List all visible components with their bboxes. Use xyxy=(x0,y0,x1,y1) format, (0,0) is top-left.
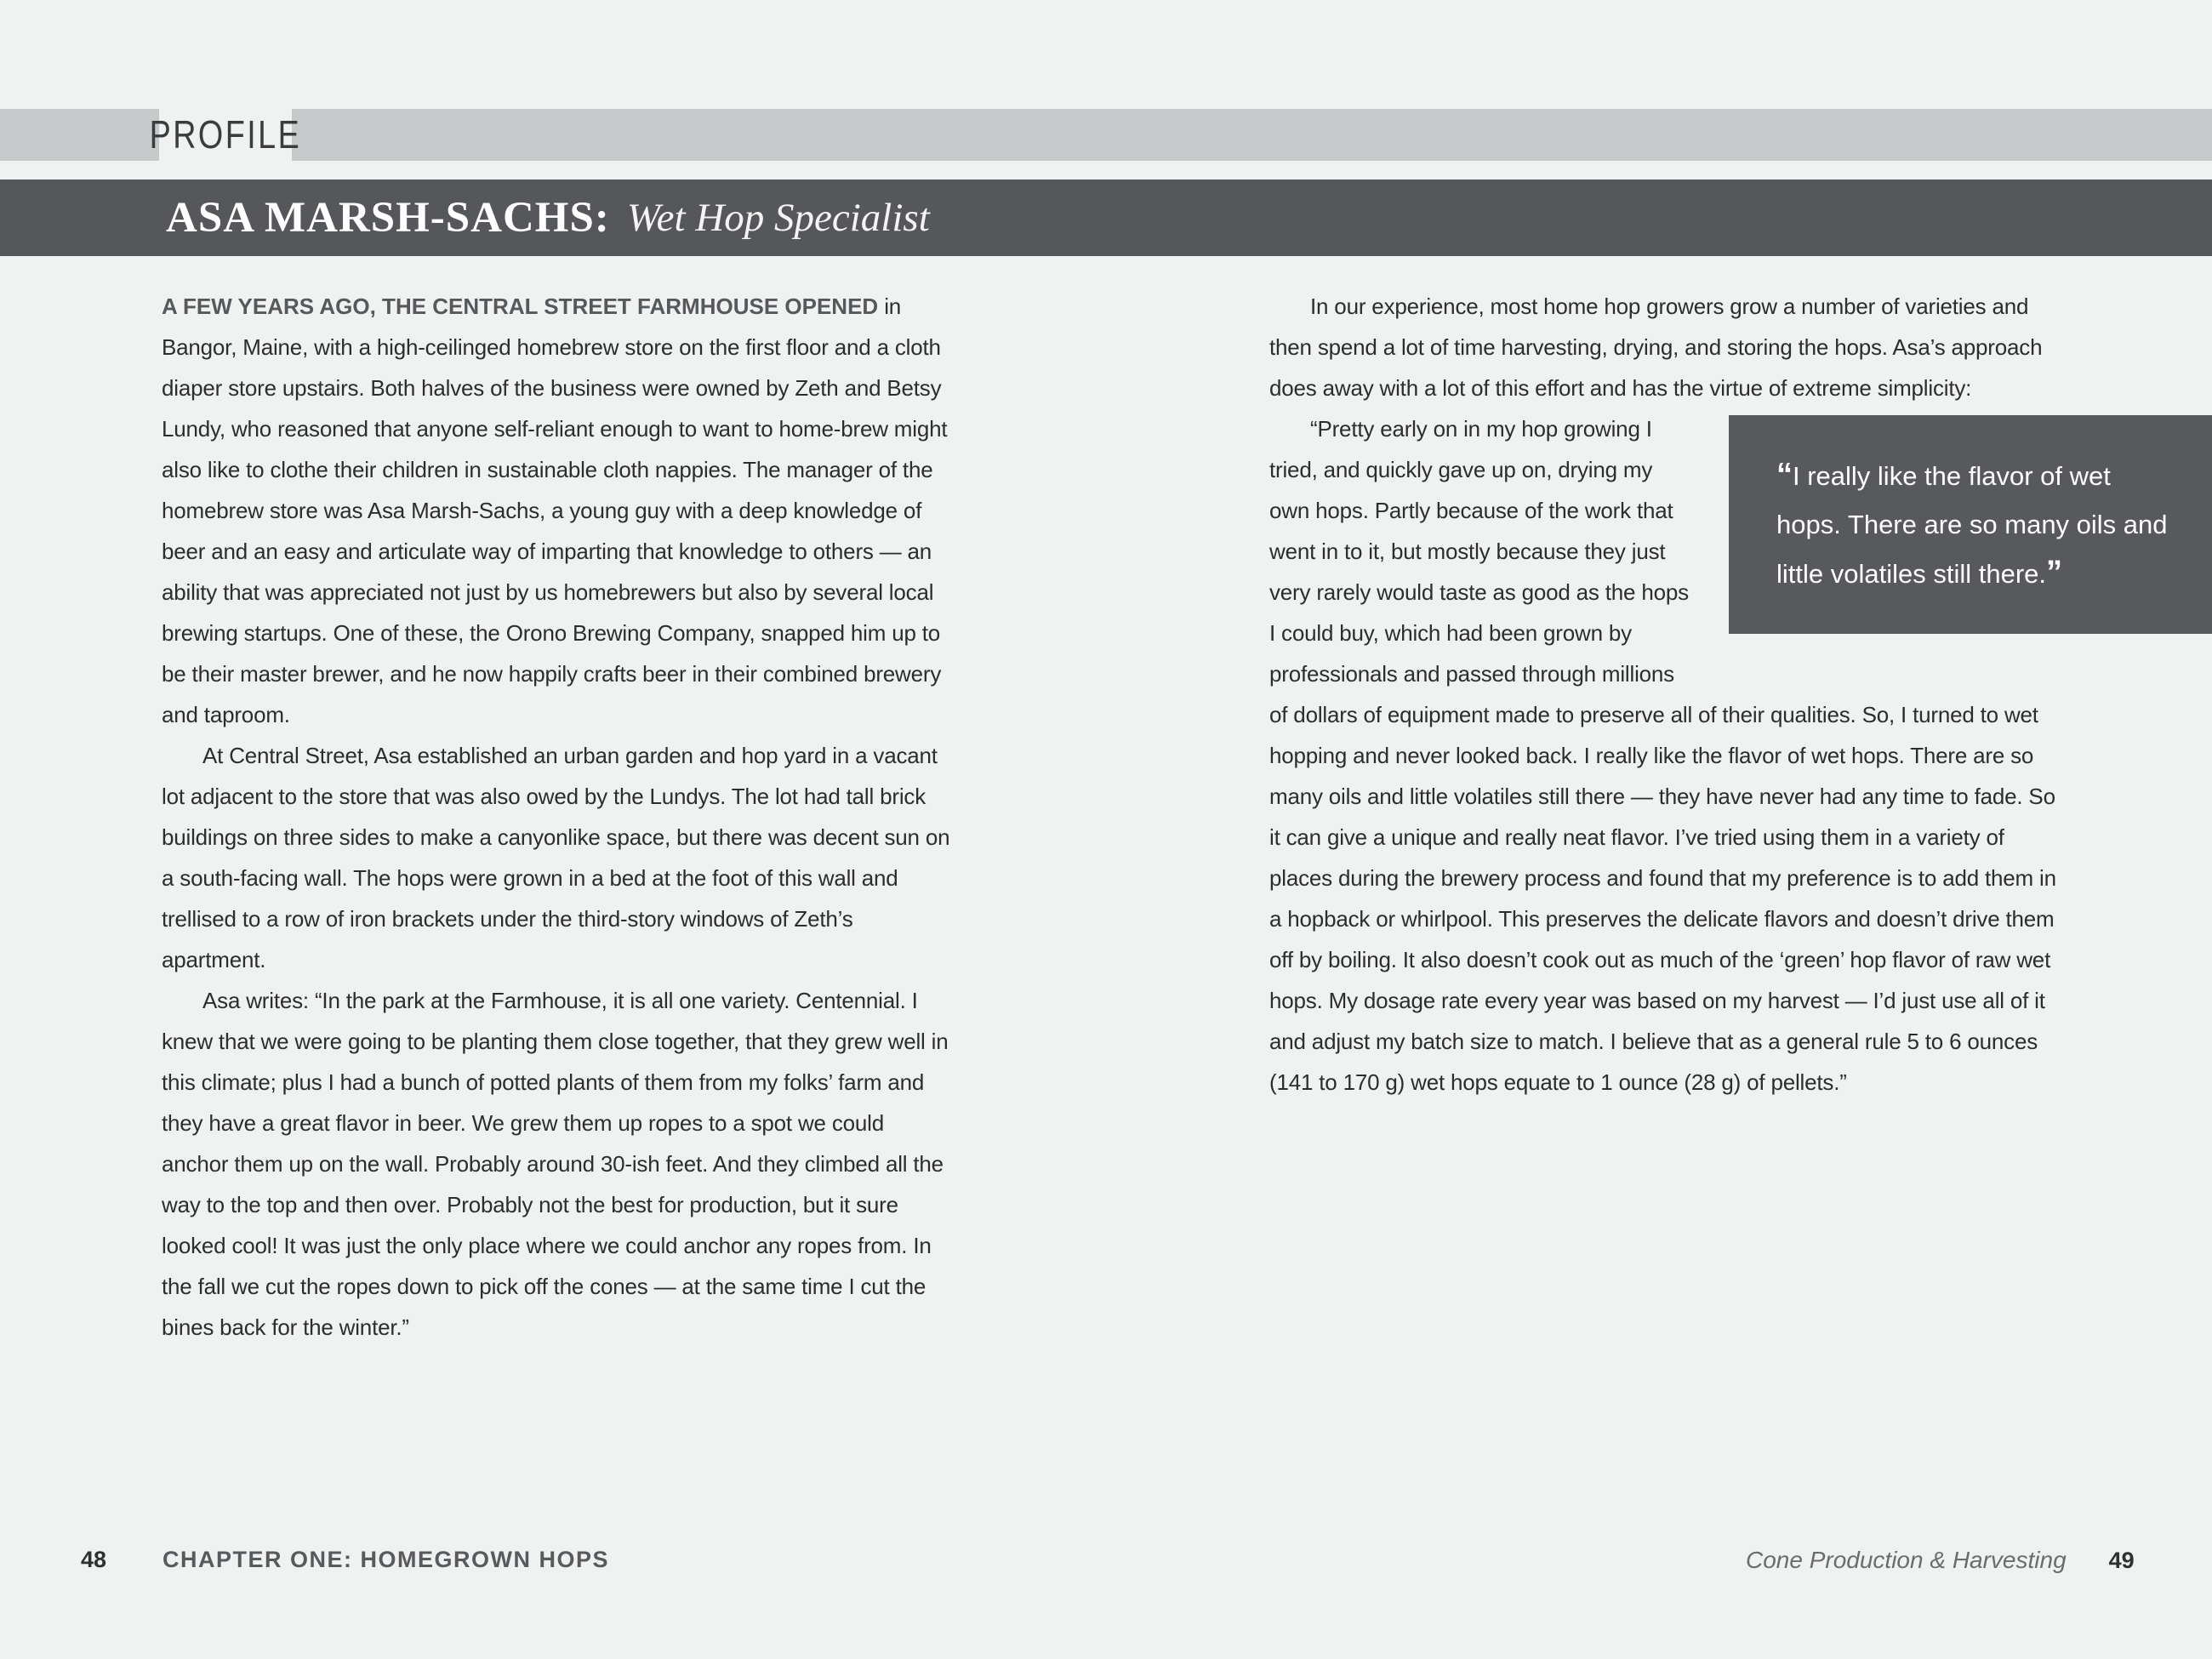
kicker-strip-bar xyxy=(0,109,2212,161)
kicker-label-box xyxy=(149,99,302,170)
profile-title-bar xyxy=(0,180,2212,256)
paragraph: At Central Street, Asa established an urban garden and hop yard in a vacant lot adjacent to the store that was also owed by the Lundys. The lot had tall brick buildings on three sides to make a canyonlike space, but there was decent sun on a south-facing wall. The hops were grown in a bed at the foot of this wall and trellised to a row of iron brackets under the third-story windows of Zeth’s apartment. xyxy=(162,743,950,972)
pull-quote-box xyxy=(1729,415,2212,634)
lead-in-text: A FEW YEARS AGO, THE CENTRAL STREET FARMHOUSE OPENED xyxy=(162,294,879,319)
paragraph: Asa writes: “In the park at the Farmhouse, it is all one variety. Centennial. I knew that we were going to be planting them close together, that they grew well in this climate; plus I had a bunch of potted plants of them from my folks’ farm and they have a great flavor in beer. We grew them up ropes to a spot we could anchor them up on the wall. Probably around 30-ish feet. And they climbed all the way to the top and then over. Probably not the best for production, but it sure looked cool! It was just the only place where we could anchor any ropes from. In the fall we cut the ropes down to pick off the cones — at the same time I cut the bines back for the winter.” xyxy=(162,988,949,1340)
paragraph: In our experience, most home hop growers grow a number of varieties and then spend a lot of time harvesting, drying, and storing the hops. Asa’s approach does away with a lot of this effort and has the virtue of extreme simplicity: xyxy=(1269,294,2043,401)
profile-name: ASA MARSH-SACHS: xyxy=(166,194,610,242)
left-page-number: 48 xyxy=(81,1547,107,1572)
chapter-running-head: CHAPTER ONE: HOMEGROWN HOPS xyxy=(162,1547,610,1572)
lead-body-text: in Bangor, Maine, with a high-ceilinged homebrew store on the first floor and a cloth diaper store upstairs. Both halves of the business were owned by Zeth and Betsy Lundy, who reasoned that anyone self-reliant enough to want to home-brew might also like to clothe their children in sustainable cloth nappies. The manager of the homebrew store was Asa Marsh-Sachs, a young guy with a deep knowledge of beer and an easy and articulate way of imparting that knowledge to others — an ability that was appreciated not just by us homebrewers but also by several local brewing startups. One of these, the Orono Brewing Company, snapped him up to be their master brewer, and he now happily crafts beer in their combined brewery and taproom. xyxy=(162,294,948,727)
right-page-footer xyxy=(1746,1547,2135,1574)
right-page-number: 49 xyxy=(2108,1548,2135,1573)
left-page-footer xyxy=(81,1547,609,1573)
close-quote-mark: ” xyxy=(2046,555,2063,590)
paragraph: “Pretty early on in my hop growing I tried, and quickly gave up on, drying my own hops. Partly because of the work that went in to it, but mostly because they just very rarely would taste as good as the hops I could buy, which had been grown by professionals and passed through millions of dollars of equipment made to preserve all of their qualities. So, I turned to wet hopping and never looked back. I really like the flavor of wet hops. There are so many oils and little volatiles still there — they have never had any time to fade. So it can give a unique and really neat flavor. I’ve tried using them in a variety of places during the brewery process and found that my preference is to add them in a hopback or whirlpool. This preserves the delicate flavors and doesn’t drive them off by boiling. It also doesn’t cook out as much of the ‘green’ hop flavor of raw wet hops. My dosage rate every year was based on my harvest — I’d just use all of it and adjust my batch size to match. I believe that as a general rule 5 to 6 ounces (141 to 170 g) wet hops equate to 1 ounce (28 g) of pellets.” xyxy=(1269,416,2056,1095)
kicker-label: PROFILE xyxy=(149,112,302,157)
open-quote-mark: “ xyxy=(1776,457,1793,493)
right-column xyxy=(1269,286,2168,1103)
section-running-head: Cone Production & Harvesting xyxy=(1746,1547,2067,1573)
left-column xyxy=(162,286,955,1348)
pull-quote-text: I really like the flavor of wet hops. There are so many oils and little volatiles still there. xyxy=(1776,461,2168,589)
paragraph-lead xyxy=(162,286,955,735)
profile-role: Wet Hop Specialist xyxy=(626,196,930,240)
